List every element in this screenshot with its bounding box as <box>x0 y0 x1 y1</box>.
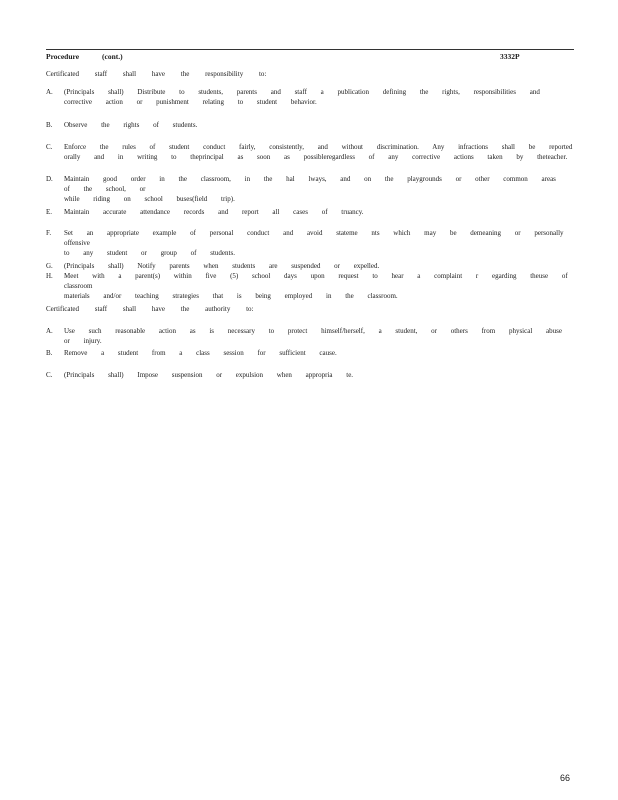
item-text: Use such reasonable action as is necessary to protect himself/herself, a student, or others from physical abuse or injury. <box>64 327 562 345</box>
item-letter: B. <box>46 349 53 357</box>
responsibility-intro: Certificated staff shall have the responsibility to: <box>46 70 267 78</box>
item-text: Set an appropriate example of personal conduct and avoid stateme nts which may be demeaning or personally offensive to any student or group of students. <box>64 229 564 257</box>
page-number: 66 <box>560 773 571 783</box>
policy-code: 3332P <box>500 52 520 61</box>
item-text: Meet with a parent(s) within five (5) school days upon request to hear a complaint r egarding theuse of classroom materials and/or teaching strategies that is being employed in the classroom. <box>64 272 568 300</box>
item-letter: B. <box>46 121 53 129</box>
item-letter: C. <box>46 143 53 151</box>
procedure-label: Procedure <box>46 52 80 61</box>
continued-label: (cont.) <box>102 52 123 61</box>
authority-intro: Certificated staff shall have the authority to: <box>46 305 254 313</box>
item-text: Observe the rights of students. <box>64 121 198 129</box>
item-text: Maintain accurate attendance records and report all cases of truancy. <box>64 208 364 216</box>
item-text: (Principals shall) Impose suspension or expulsion when appropria te. <box>64 371 354 379</box>
item-letter: G. <box>46 262 53 270</box>
item-letter: A. <box>46 88 53 96</box>
item-text: (Principals shall) Distribute to students, parents and staff a publication defining the rights, responsibilities and corrective action or punishment relating to student behavior. <box>64 88 540 106</box>
item-letter: A. <box>46 327 53 335</box>
item-letter: E. <box>46 208 53 216</box>
item-text: (Principals shall) Notify parents when students are suspended or expelled. <box>64 262 380 270</box>
item-text: Enforce the rules of student conduct fairly, consistently, and without discrimination. Any infractions shall be reported orally and in writing to theprincipal as soon as possibleregardless of any corrective actions taken by theteacher. <box>64 143 573 161</box>
item-letter: D. <box>46 175 53 183</box>
item-letter: F. <box>46 229 52 237</box>
item-letter: C. <box>46 371 53 379</box>
item-text: Maintain good order in the classroom, in the hal lways, and on the playgrounds or other common areas of the school, or while riding on school buses(field trip). <box>64 175 556 203</box>
item-text: Remove a student from a class session for sufficient cause. <box>64 349 337 357</box>
page-header <box>46 50 574 61</box>
item-letter: H. <box>46 272 53 280</box>
